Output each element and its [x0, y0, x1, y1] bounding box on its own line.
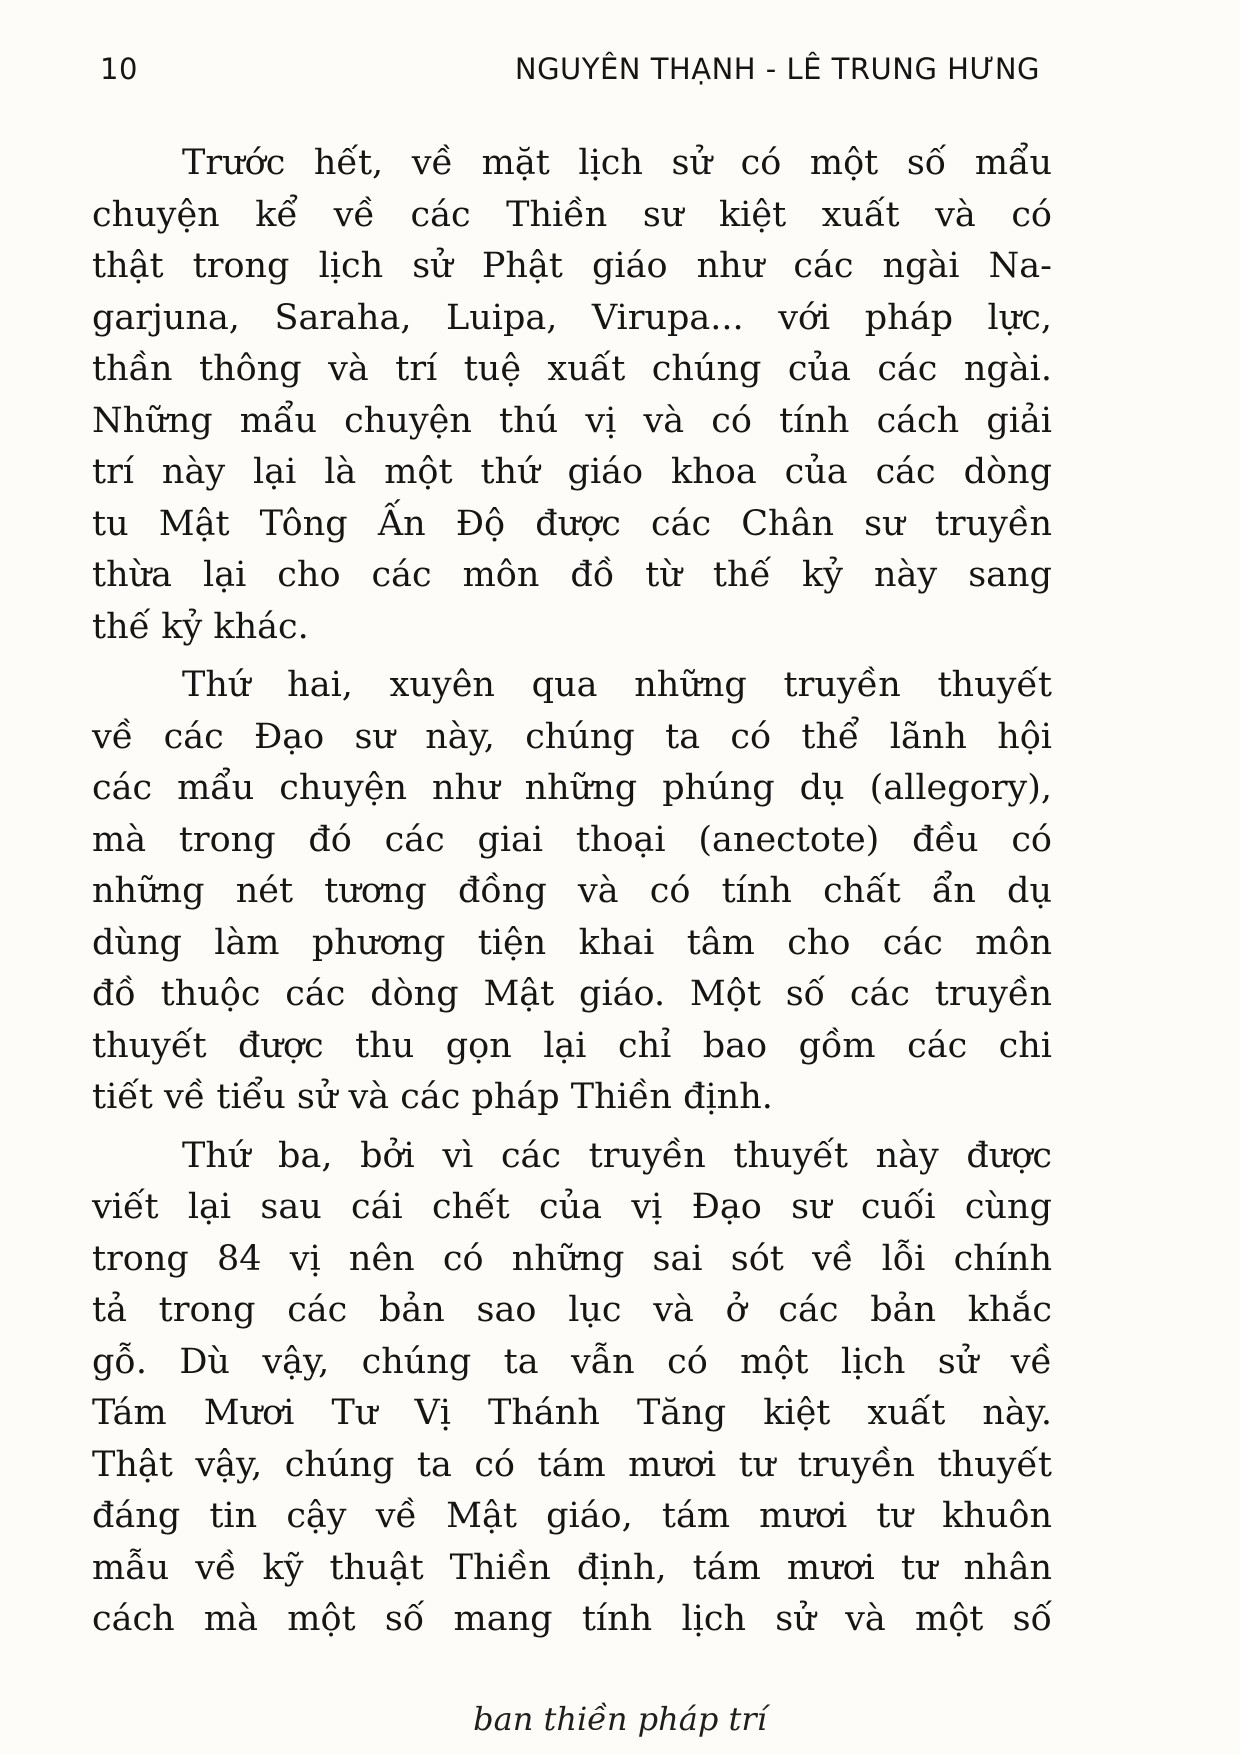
text-line: Những mẩu chuyện thú vị và có tính cách giải — [92, 400, 1052, 441]
paragraph-1 — [92, 138, 1052, 653]
text-line: thuyết được thu gọn lại chỉ bao gồm các chi — [92, 1025, 1052, 1066]
text-line: Thật vậy, chúng ta có tám mươi tư truyền thuyết — [92, 1444, 1052, 1485]
text-line: Trước hết, về mặt lịch sử có một số mẩu — [182, 143, 1052, 183]
text-line: Thứ ba, bởi vì các truyền thuyết này được — [182, 1135, 1052, 1176]
text-line: đồ thuộc các dòng Mật giáo. Một số các truyền — [92, 974, 1052, 1014]
text-line: tiết về tiểu sử và các pháp Thiền định. — [92, 1077, 773, 1117]
text-line: viết lại sau cái chết của vị Đạo sư cuối cùng — [92, 1187, 1052, 1227]
text-line: mà trong đó các giai thoại (anectote) đều có — [92, 819, 1052, 860]
text-line: tả trong các bản sao lục và ở các bản khắc — [92, 1290, 1052, 1330]
text-line: trong 84 vị nên có những sai sót về lỗi chính — [92, 1238, 1052, 1279]
text-line: Thứ hai, xuyên qua những truyền thuyết — [182, 665, 1052, 705]
text-line: cách mà một số mang tính lịch sử và một số — [92, 1599, 1052, 1639]
text-line: thế kỷ khác. — [92, 606, 309, 647]
text-line: thần thông và trí tuệ xuất chúng của các ngài. — [92, 349, 1052, 389]
page-number: 10 — [100, 52, 138, 86]
text-line: tu Mật Tông Ấn Độ được các Chân sư truyền — [92, 503, 1052, 544]
text-line: thật trong lịch sử Phật giáo như các ngài Na- — [92, 246, 1052, 286]
text-line: Tám Mươi Tư Vị Thánh Tăng kiệt xuất này. — [92, 1393, 1052, 1433]
text-line: về các Đạo sư này, chúng ta có thể lãnh hội — [92, 716, 1052, 757]
text-line: chuyện kể về các Thiền sư kiệt xuất và có — [92, 194, 1052, 235]
text-line: thừa lại cho các môn đồ từ thế kỷ này sang — [92, 555, 1052, 595]
text-line: trí này lại là một thứ giáo khoa của các dòng — [92, 452, 1052, 492]
paragraph-2 — [92, 660, 1052, 1124]
text-line: đáng tin cậy về Mật giáo, tám mươi tư khuôn — [92, 1496, 1052, 1536]
text-line: các mẩu chuyện như những phúng dụ (allegory), — [92, 768, 1052, 808]
paragraph-3 — [92, 1131, 1052, 1646]
text-line: dùng làm phương tiện khai tâm cho các môn — [92, 922, 1052, 963]
body-text — [92, 138, 1052, 1646]
text-line: garjuna, Saraha, Luipa, Virupa... với pháp lực, — [92, 297, 1052, 338]
footer-watermark: ban thiền pháp trí — [473, 1700, 767, 1738]
text-line: những nét tương đồng và có tính chất ẩn dụ — [92, 871, 1052, 911]
text-line: mẫu về kỹ thuật Thiền định, tám mươi tư nhân — [92, 1547, 1052, 1588]
text-line: gỗ. Dù vậy, chúng ta vẫn có một lịch sử về — [92, 1341, 1052, 1382]
page-header — [100, 52, 1040, 92]
running-head: NGUYÊN THẠNH - LÊ TRUNG HƯNG — [514, 52, 1040, 86]
